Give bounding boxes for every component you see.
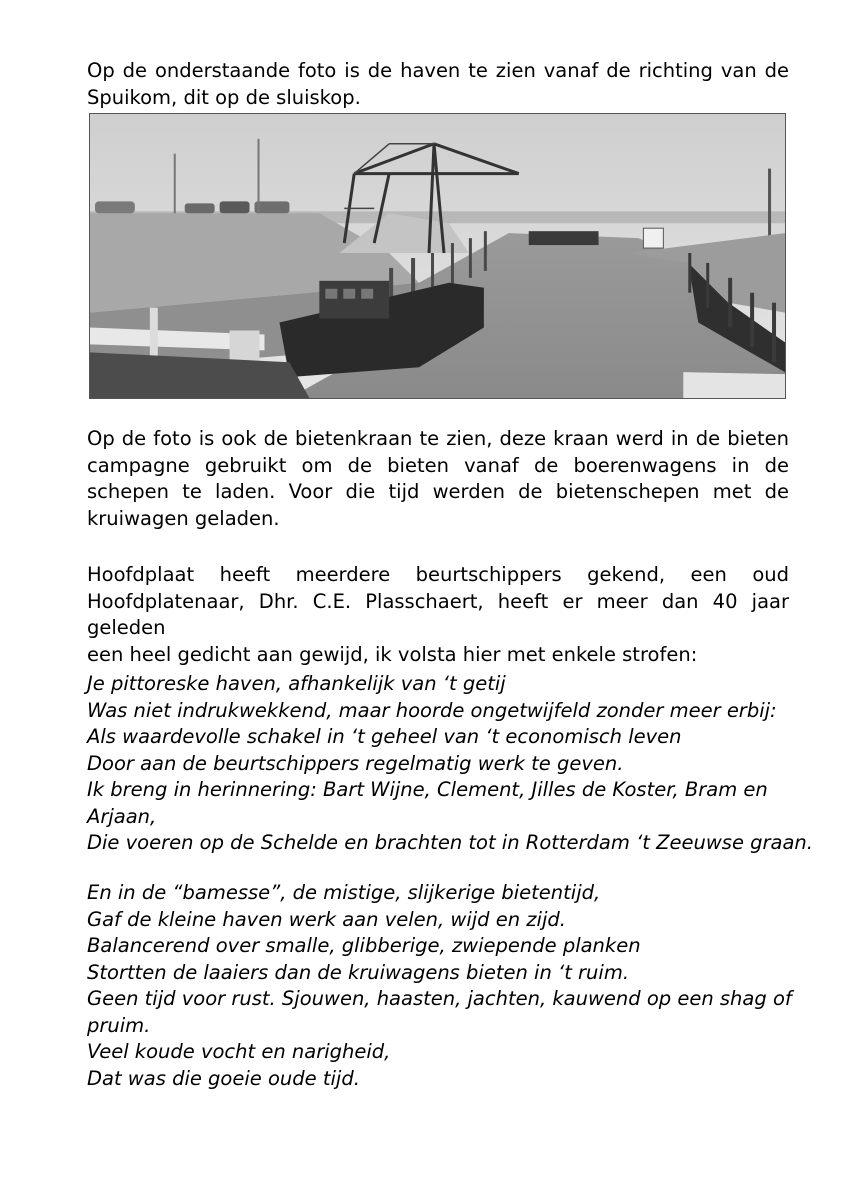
paragraph-line: Hoofdplatenaar, Dhr. C.E. Plasschaert, heeft er meer dan 40 jaar geleden: [87, 589, 789, 639]
poem-line: Gaf de kleine haven werk aan velen, wijd en zijd.: [87, 907, 566, 931]
crane-paragraph: Op de foto is ook de bietenkraan te zien, deze kraan werd in de bieten campagne gebruikt om de bieten vanaf de boerenwagens in de schepen te laden. Voor die tijd werden de bietenschepen met de kruiwagen geladen.: [87, 427, 789, 530]
poem-line: Geen tijd voor rust. Sjouwen, haasten, jachten, kauwend op een shag of: [87, 987, 792, 1010]
poem-line: Ik breng in herinnering: Bart Wijne, Clement, Jilles de Koster, Bram en: [87, 778, 768, 801]
paragraph-line: Hoofdplaat heeft meerdere beurtschippers gekend, een oud: [87, 563, 789, 586]
poem-stanza-1: [87, 671, 813, 857]
poem-stanza-2: [87, 880, 807, 1092]
poem-line: Stortten de laaiers dan de kruiwagens bieten in ‘t ruim.: [87, 960, 630, 984]
poem-line: Door aan de beurtschippers regelmatig werk te geven.: [87, 751, 624, 775]
poem-line: Als waardevolle schakel in ‘t geheel van ‘t economisch leven: [87, 725, 682, 748]
intro-paragraph: Op de onderstaande foto is de haven te zien vanaf de richting van de Spuikom, dit op de sluiskop.: [87, 59, 789, 109]
beurtschippers-paragraph: [87, 562, 789, 668]
harbour-photo-image: [90, 114, 785, 398]
paragraph-line: een heel gedicht aan gewijd, ik volsta hier met enkele strofen:: [87, 642, 698, 666]
poem-line: pruim.: [87, 1013, 151, 1037]
poem-line: En in de “bamesse”, de mistige, slijkerige bietentijd,: [87, 881, 601, 904]
poem-line: Je pittoreske haven, afhankelijk van ‘t getij: [87, 672, 506, 695]
harbour-photo: [89, 113, 786, 399]
poem-line: Balancerend over smalle, glibberige, zwiepende planken: [87, 934, 641, 957]
poem-line: Arjaan,: [87, 804, 157, 828]
poem-line: Veel koude vocht en narigheid,: [87, 1040, 391, 1063]
poem-line: Die voeren op de Schelde en brachten tot in Rotterdam ‘t Zeeuwse graan.: [87, 831, 813, 854]
poem-line: Was niet indrukwekkend, maar hoorde ongetwijfeld zonder meer erbij:: [87, 698, 777, 722]
poem-line: Dat was die goeie oude tijd.: [87, 1066, 360, 1090]
